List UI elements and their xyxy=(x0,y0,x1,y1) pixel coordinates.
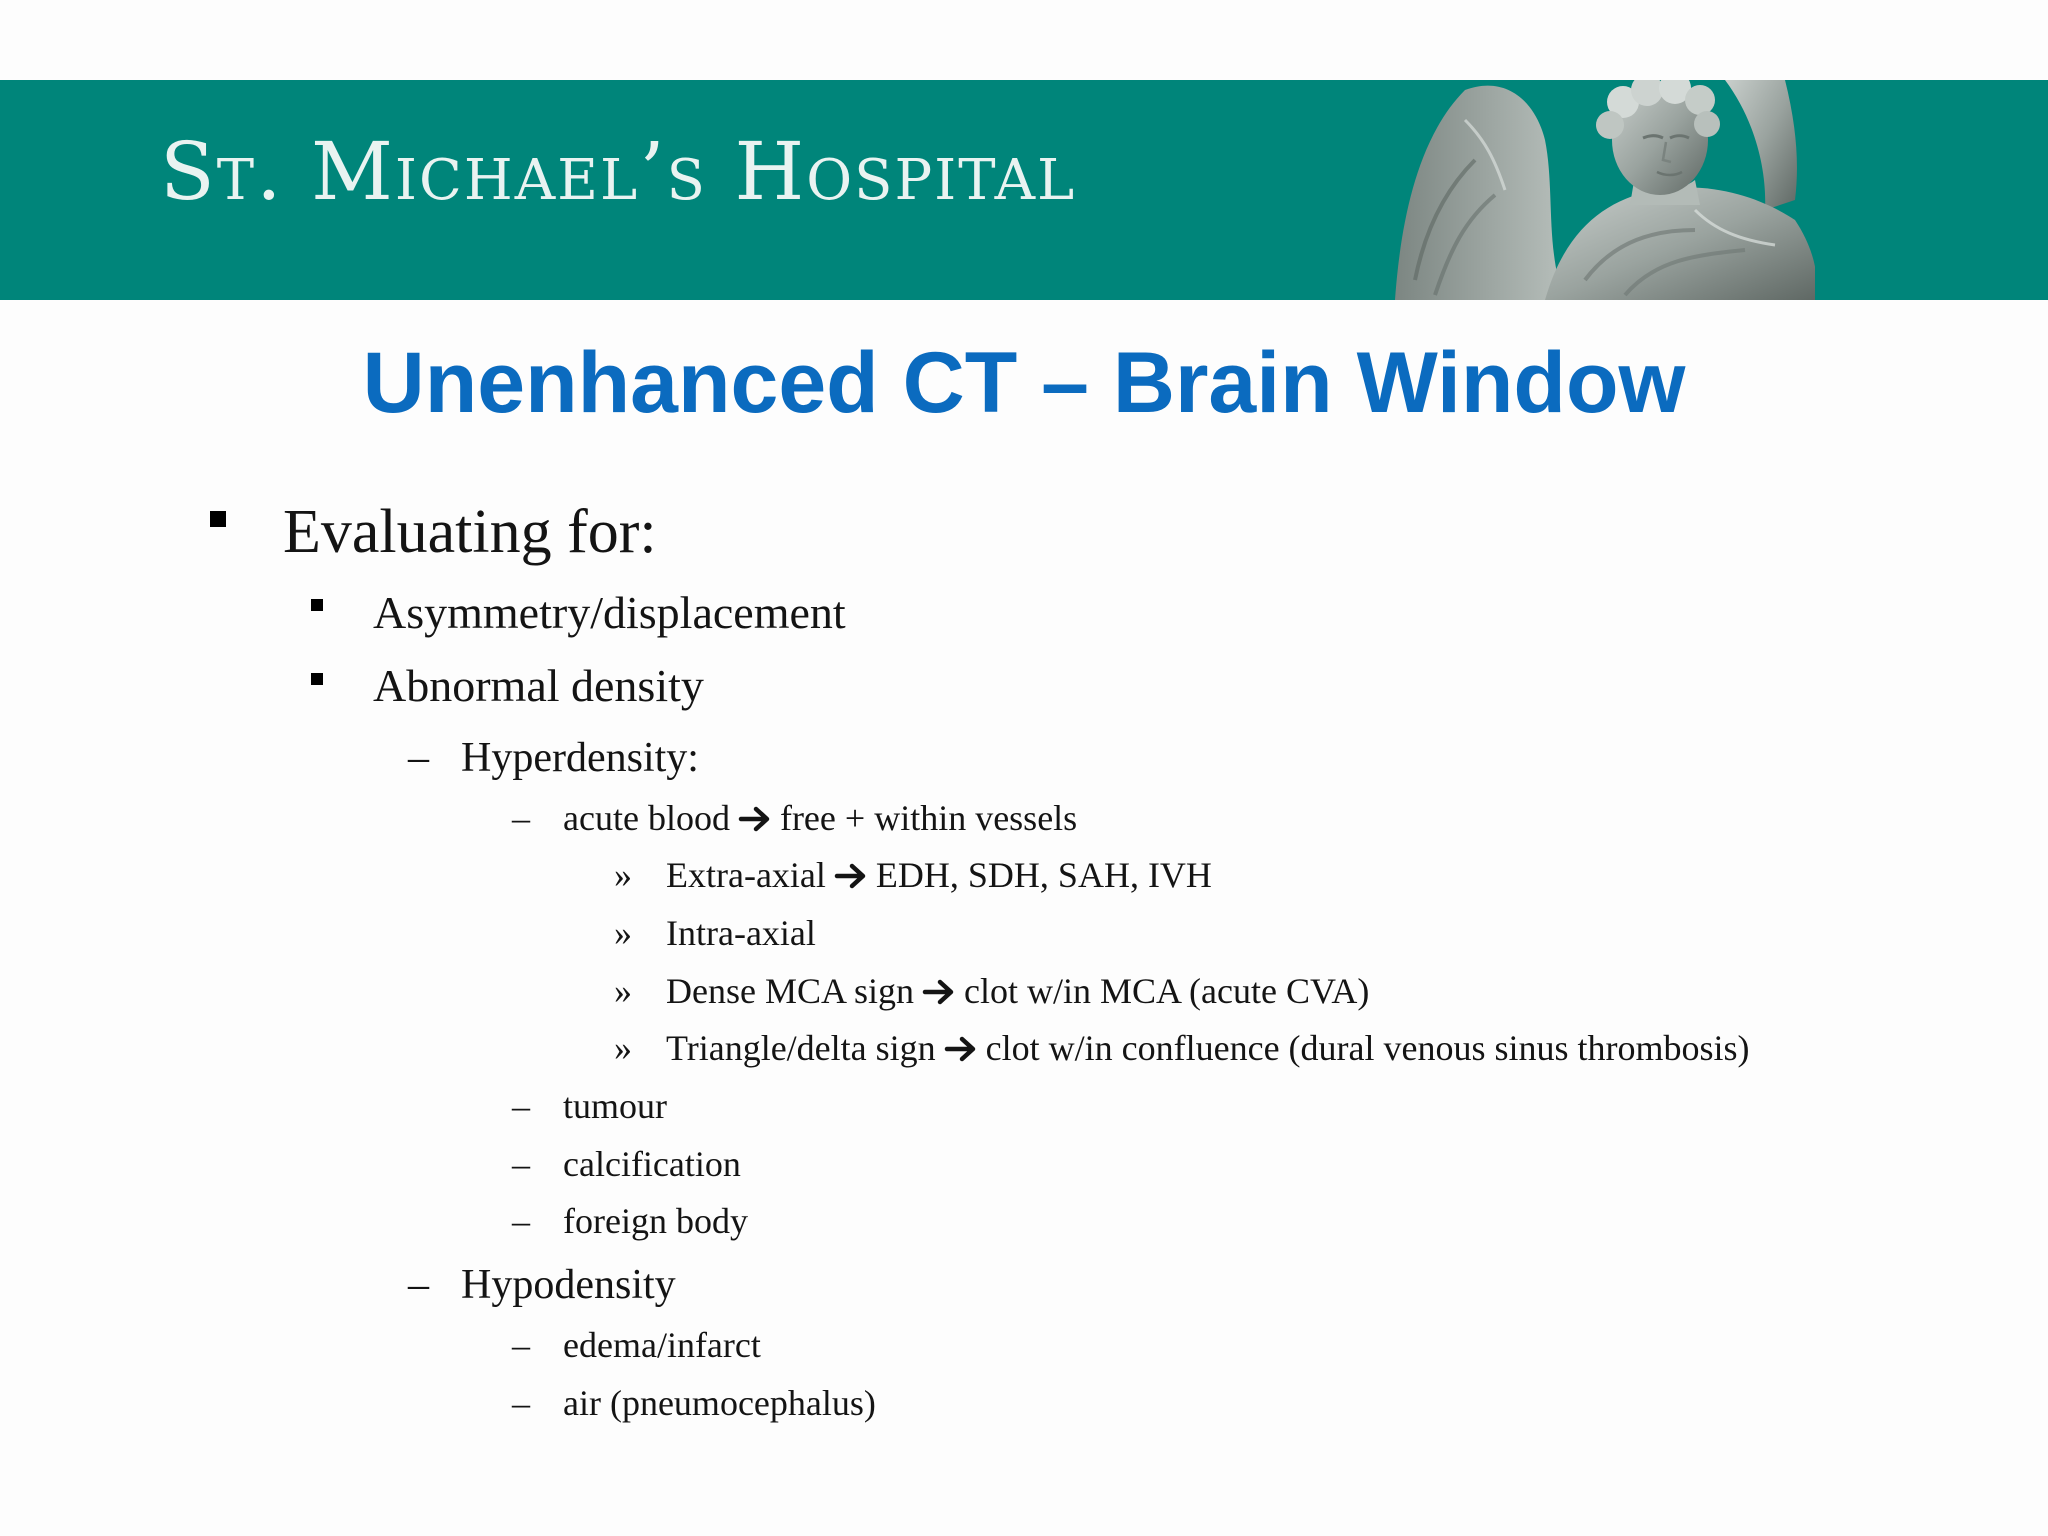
outline-item-extra-axial xyxy=(666,857,1212,897)
square-bullet-icon xyxy=(311,673,323,685)
arrow-right-icon xyxy=(834,861,868,897)
dash-marker: – xyxy=(512,1201,530,1241)
dash-marker: – xyxy=(408,1262,429,1308)
arrow-right-icon xyxy=(944,1034,978,1070)
outline-item-abnormal-density: Abnormal density xyxy=(373,660,704,711)
extra-axial-text: Extra-axial xyxy=(666,855,826,895)
triangle-result: clot w/in confluence (dural venous sinus thrombosis) xyxy=(985,1028,1750,1068)
guillemet-marker: » xyxy=(614,971,632,1011)
dash-marker: – xyxy=(512,1086,530,1126)
hospital-name: St. Michael’s Hospital xyxy=(160,125,1077,218)
dash-marker: – xyxy=(512,1383,530,1423)
dense-mca-result: clot w/in MCA (acute CVA) xyxy=(964,971,1370,1011)
outline-item-triangle xyxy=(666,1030,1750,1070)
guillemet-marker: » xyxy=(614,913,632,953)
arrow-right-icon xyxy=(922,977,956,1013)
outline-item-evaluating: Evaluating for: xyxy=(283,498,657,566)
dash-marker: – xyxy=(512,798,530,838)
acute-blood-text: acute blood xyxy=(563,798,730,838)
outline-item-acute-blood xyxy=(563,800,1077,840)
outline-item-hypodensity: Hypodensity xyxy=(461,1262,676,1308)
extra-axial-result: EDH, SDH, SAH, IVH xyxy=(875,855,1212,895)
dense-mca-text: Dense MCA sign xyxy=(666,971,915,1011)
outline-item-foreign-body: foreign body xyxy=(563,1201,748,1241)
dash-marker: – xyxy=(512,1144,530,1184)
square-bullet-icon xyxy=(311,599,323,611)
arrow-right-icon xyxy=(738,804,772,840)
dash-marker: – xyxy=(512,1325,530,1365)
outline-item-intra-axial: Intra-axial xyxy=(666,913,816,953)
slide-title: Unenhanced CT – Brain Window xyxy=(362,335,1686,431)
triangle-text: Triangle/delta sign xyxy=(666,1028,936,1068)
dash-marker: – xyxy=(408,735,429,781)
acute-blood-result: free + within vessels xyxy=(779,798,1078,838)
outline-item-dense-mca xyxy=(666,973,1369,1013)
outline-item-hyperdensity: Hyperdensity: xyxy=(461,735,699,781)
outline-item-calcification: calcification xyxy=(563,1144,741,1184)
outline-item-edema: edema/infarct xyxy=(563,1325,761,1365)
outline-item-asymmetry: Asymmetry/displacement xyxy=(373,587,846,638)
square-bullet-icon xyxy=(210,511,226,527)
guillemet-marker: » xyxy=(614,855,632,895)
outline-item-tumour: tumour xyxy=(563,1086,667,1126)
guillemet-marker: » xyxy=(614,1028,632,1068)
outline-item-air: air (pneumocephalus) xyxy=(563,1383,876,1423)
